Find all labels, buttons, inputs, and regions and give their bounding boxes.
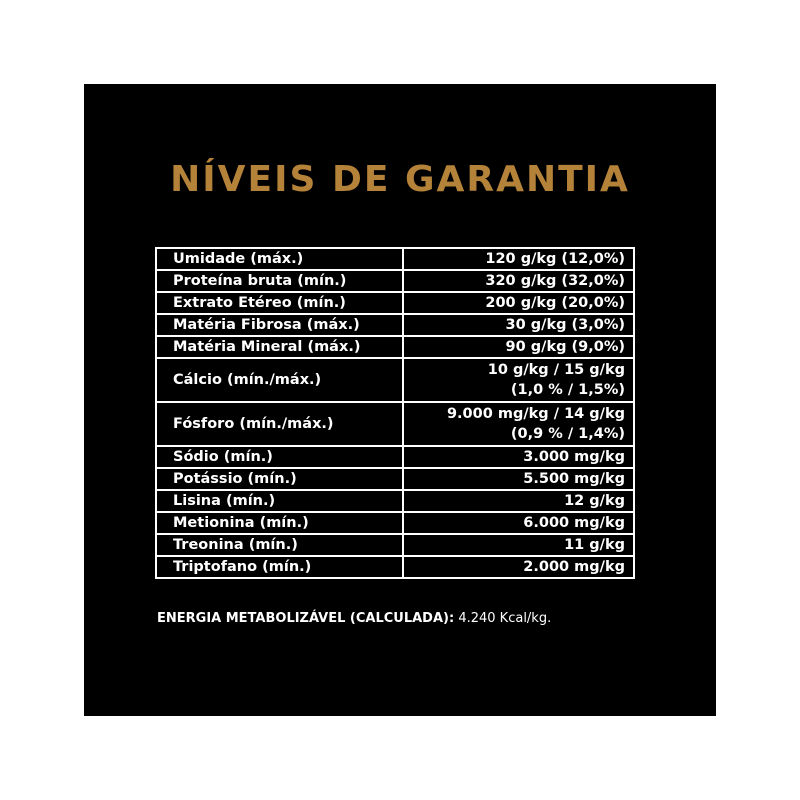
table-row	[156, 556, 634, 578]
table-row	[156, 490, 634, 512]
nutrient-value-line: 10 g/kg / 15 g/kg	[487, 362, 625, 378]
table-row	[156, 314, 634, 336]
table-row	[156, 446, 634, 468]
table-row	[156, 534, 634, 556]
table-row	[156, 336, 634, 358]
nutrient-value	[403, 402, 634, 446]
nutrient-value-line: 11 g/kg	[564, 537, 625, 553]
nutrient-label: Matéria Fibrosa (máx.)	[156, 314, 403, 336]
guarantee-table	[155, 247, 635, 579]
energy-value: 4.240 Kcal/kg.	[458, 611, 552, 626]
nutrient-value	[403, 358, 634, 402]
nutrient-value	[403, 270, 634, 292]
nutrient-label: Lisina (mín.)	[156, 490, 403, 512]
nutrient-label: Matéria Mineral (máx.)	[156, 336, 403, 358]
table-row	[156, 248, 634, 270]
nutrient-value-line: 9.000 mg/kg / 14 g/kg	[446, 406, 625, 422]
nutrient-label: Fósforo (mín./máx.)	[156, 402, 403, 446]
nutrient-label: Sódio (mín.)	[156, 446, 403, 468]
nutrient-value	[403, 248, 634, 270]
nutrient-value	[403, 314, 634, 336]
nutrient-value-line: 3.000 mg/kg	[523, 449, 625, 465]
energy-line	[157, 611, 551, 626]
page-title: NÍVEIS DE GARANTIA	[170, 159, 630, 200]
nutrient-value	[403, 336, 634, 358]
nutrient-value	[403, 512, 634, 534]
nutrient-value	[403, 292, 634, 314]
nutrient-value	[403, 534, 634, 556]
nutrient-value-line: 12 g/kg	[564, 493, 625, 509]
nutrient-label: Potássio (mín.)	[156, 468, 403, 490]
nutrient-value-line: 2.000 mg/kg	[523, 559, 625, 575]
nutrient-label: Treonina (mín.)	[156, 534, 403, 556]
nutrient-value	[403, 490, 634, 512]
nutrient-value-line: 6.000 mg/kg	[523, 515, 625, 531]
nutrient-value-line: 120 g/kg (12,0%)	[485, 251, 625, 267]
nutrient-value-line: 90 g/kg (9,0%)	[505, 339, 625, 355]
nutrient-label: Cálcio (mín./máx.)	[156, 358, 403, 402]
nutrient-label: Extrato Etéreo (mín.)	[156, 292, 403, 314]
table-row	[156, 292, 634, 314]
nutrient-value-line: (0,9 % / 1,4%)	[510, 426, 625, 442]
nutrient-label: Umidade (máx.)	[156, 248, 403, 270]
nutrient-value-line: 320 g/kg (32,0%)	[485, 273, 625, 289]
table-row	[156, 270, 634, 292]
energy-label: ENERGIA METABOLIZÁVEL (CALCULADA):	[157, 611, 455, 626]
table-row	[156, 468, 634, 490]
nutrient-value	[403, 556, 634, 578]
table-row	[156, 358, 634, 402]
nutrient-label: Triptofano (mín.)	[156, 556, 403, 578]
nutrient-value-line: 5.500 mg/kg	[523, 471, 625, 487]
table-row	[156, 512, 634, 534]
table-row	[156, 402, 634, 446]
nutrient-label: Proteína bruta (mín.)	[156, 270, 403, 292]
nutrient-value-line: 30 g/kg (3,0%)	[505, 317, 625, 333]
nutrient-value-line: 200 g/kg (20,0%)	[485, 295, 625, 311]
nutrient-label: Metionina (mín.)	[156, 512, 403, 534]
nutrient-value-line: (1,0 % / 1,5%)	[510, 382, 625, 398]
nutrient-value	[403, 446, 634, 468]
nutrient-value	[403, 468, 634, 490]
